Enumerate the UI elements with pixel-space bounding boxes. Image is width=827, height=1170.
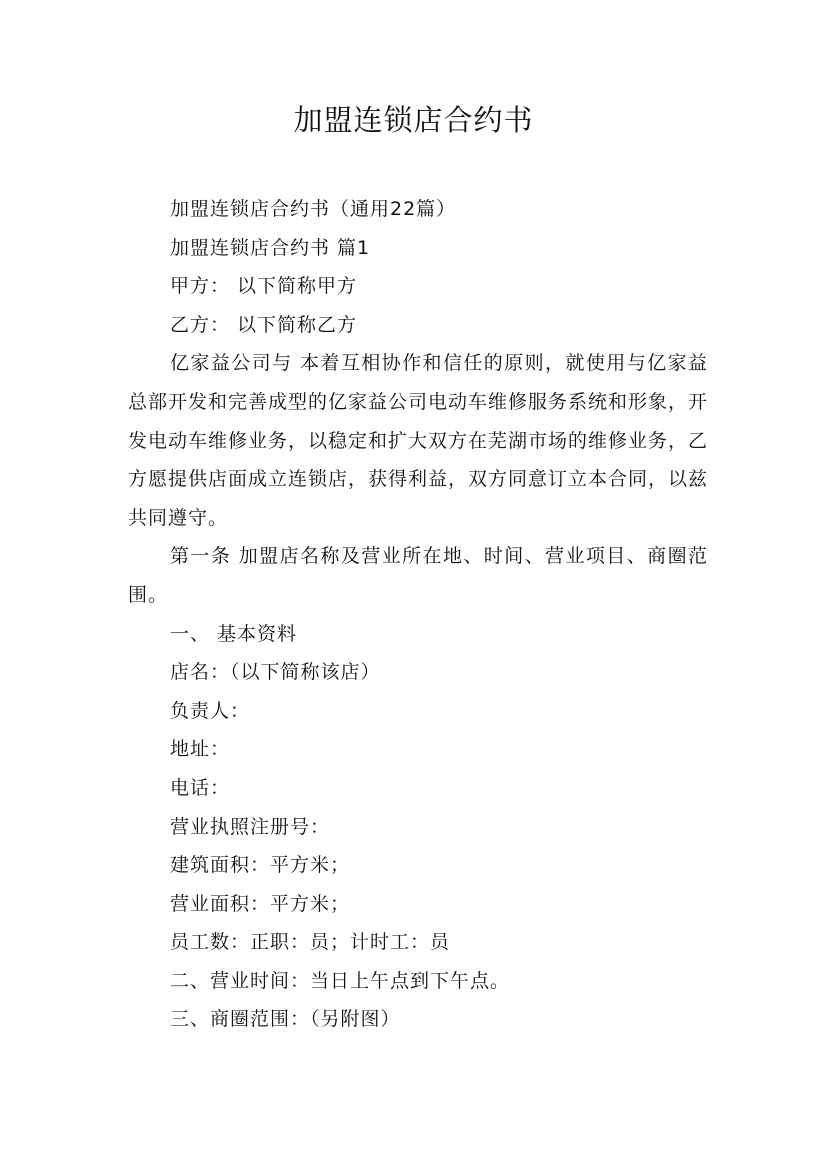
paragraph-trade-area: 三、商圈范围：（另附图）: [170, 1008, 401, 1031]
field-staff-count: 员工数：正职：员；计时工：员: [170, 931, 451, 954]
field-store-name: 店名：（以下简称该店）: [170, 661, 381, 684]
paragraph-collection-title: 加盟连锁店合约书（通用22篇）: [170, 198, 457, 220]
paragraph-clause-one: 第一条 加盟店名称及营业所在地、时间、营业项目、商圈范围。: [128, 545, 708, 606]
document-body: [128, 190, 708, 1039]
field-building-area: 建筑面积：平方米；: [170, 854, 351, 877]
paragraph-business-hours: 二、营业时间：当日上午点到下午点。: [170, 969, 511, 992]
document-title: 加盟连锁店合约书: [293, 103, 534, 137]
paragraph-party-b: 乙方： 以下简称乙方: [170, 313, 358, 336]
paragraph-basic-info: 一、 基本资料: [170, 622, 298, 645]
paragraph-preamble: 亿家益公司与 本着互相协作和信任的原则，就使用与亿家益总部开发和完善成型的亿家益公司电动车维修服务系统和形象，开发电动车维修业务，以稳定和扩大双方在芜湖市场的维修业务，乙方愿提供店面成立连锁店，获得利益，双方同意订立本合同，以兹共同遵守。: [128, 352, 709, 529]
field-phone: 电话：: [170, 776, 231, 799]
paragraph-article-heading: 加盟连锁店合约书 篇1: [170, 236, 371, 259]
paragraph-party-a: 甲方： 以下简称甲方: [170, 275, 358, 298]
field-business-area: 营业面积：平方米；: [170, 892, 351, 915]
field-address: 地址：: [170, 738, 231, 761]
field-person-in-charge: 负责人：: [170, 699, 251, 722]
field-license-number: 营业执照注册号：: [170, 815, 331, 838]
